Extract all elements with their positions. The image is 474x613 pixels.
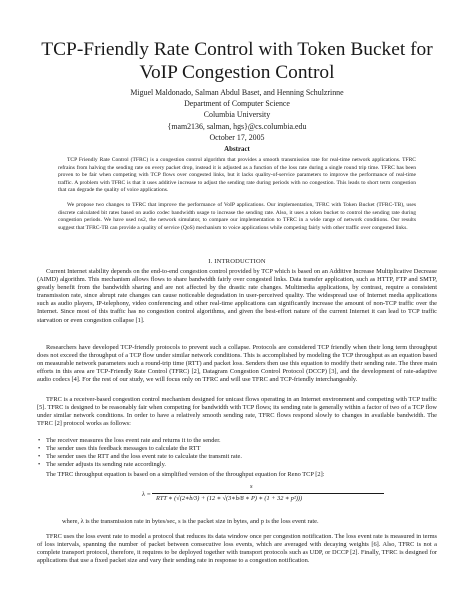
author-names: Miguel Maldonado, Salman Abdul Baset, and Henning Schulzrinne xyxy=(130,88,344,97)
bullet-icon: • xyxy=(38,445,41,453)
list-item: • The sender uses the RTT and the loss event rate to calculate the transmit rate. xyxy=(38,453,242,461)
section-heading-introduction: I. INTRODUCTION xyxy=(208,258,266,265)
fraction-bar xyxy=(152,493,384,494)
title-line-2: VoIP Congestion Control xyxy=(139,62,335,83)
paper-date: October 17, 2005 xyxy=(209,132,265,142)
author-block xyxy=(20,87,454,143)
intro-paragraph-1: Current Internet stability depends on the end-to-end congestion control provided by TCP which is based on an Additive Increase Multiplicative Decrease (AIMD) algorithm. This mechanism allows flows to share bandwidth fairly over congested links. Data transfer application, such as HTTP, FTP and SMTP, greatly benefit from the bandwidth sharing and are not affected by the drastic rate changes. Multimedia applications, by contrast, require a consistent transmission rate, since abrupt rate changes can cause noticeable degradation in user-perceived quality. The widespread use of Internet media applications such as audio players, IP-telephony, video conferencing and other real-time applications can significantly increase the amount of non-TCP traffic over the Internet. Since most of this traffic has no congestion control algorithms, and given the best-effort nature of the current Internet it can lead to TCP traffic starvation or even congestion collapse [1]. xyxy=(37,268,437,324)
protocol-steps-list xyxy=(37,437,437,469)
intro-paragraph-4: The TFRC throughput equation is based on a simplified version of the throughput equation for Reno TCP [2]: xyxy=(46,471,325,478)
bullet-icon: • xyxy=(38,437,41,444)
abstract-paragraph-2: We propose two changes to TFRC that improve the performance of VoIP applications. Our implementation, TFRC with Token Bucket (TFRC-TB), uses discrete calculated bit rates based on audio codec bandwidth usage to increase the sending rate. Also, it uses a token bucket to control the sending rate during congestion periods. We have used ns2, the network simulator, to compare our implementation to TFRC in a wide range of network conditions. Our results suggest that TFRC-TB can provide a quality of service (QoS) mechanism to voice applications while competing fairly with other traffic over congested links. xyxy=(58,202,416,231)
abstract-heading: Abstract xyxy=(224,146,250,153)
abstract-paragraph-1: TCP Friendly Rate Control (TFRC) is a congestion control algorithm that provides a smooth transmission rate for real-time network applications. TFRC refrains from halving the sending rate on every packet drop, instead it is adjusted as a function of the loss rate during a single round trip time. TFRC has been proven to be fair when competing with TCP flows over congested links, but it lacks quality-of-service parameters to improve the performance of real-time traffic. A problem with TFRC is that it uses additive increase to adjust the sending rate during periods with no congestion. This leads to short term congestion that can degrade the quality of voice applications. xyxy=(58,157,416,194)
equation-definitions: where, λ is the transmission rate in bytes/sec, s is the packet size in bytes, and p is the loss event rate. xyxy=(62,518,319,525)
title-line-1: TCP-Friendly Rate Control with Token Bucket for xyxy=(41,39,433,60)
list-item: • The sender uses this feedback messages to calculate the RTT xyxy=(38,445,201,453)
intro-paragraph-2: Researchers have developed TCP-friendly protocols to prevent such a collapse. Protocols are considered TCP friendly when their long term throughput does not exceed the throughput of a TCP flow under similar network conditions. This is accomplished by modeling the TCP throughput as an equation based on measurable network parameters such a round-trip time (RTT) and packet loss. Senders then use this equation to modify their sending rate. The three main efforts in this area are TCP-Friendly Rate Control (TFRC) [2], Datagram Congestion Control Protocol (DCCP) [3], and the development of rate-adaptive audio codecs [4]. For the rest of our study, we will focus only on TFRC and will use TFRC and TCP-friendly interchangeably. xyxy=(37,344,437,384)
author-university: Columbia University xyxy=(203,110,271,120)
bullet-icon: • xyxy=(38,461,41,469)
list-item: • The sender adjusts its sending rate accordingly. xyxy=(38,461,166,469)
equation-denominator: RTT ∗ (√(2∗b/3) + (12 ∗ √(3∗b/8 ∗ P) ∗ (1 + 32 ∗ p²))) xyxy=(156,495,303,502)
intro-paragraph-5: TFRC uses the loss event rate to model a protocol that reduces its data window once per congestion notification. The loss event rate is measured in terms of loss intervals, spanning the number of packet between consecutive loss events, which are averaged with decaying weights [6]. Also, TFRC is not a complete transport protocol, therefore, it requires to be deployed together with transport protocols such as UDP, or DCCP [2]. Finally, TFRC is designed for applications that use a fixed packet size and vary their sending rate in response to a congestion notification. xyxy=(37,533,437,565)
list-item: • The receiver measures the loss event rate and returns it to the sender. xyxy=(38,437,221,444)
intro-paragraph-3: TFRC is a receiver-based congestion control mechanism designed for unicast flows operating in an Internet environment and competing with TCP traffic [5]. TFRC is designed to be reasonably fair when competing for bandwidth with TCP flows; its sending rate is generally within a factor of two of a TCP flow under similar network conditions. In order to have a relatively smooth sending rate, TFRC flows respond slowly to changes in available bandwidth. The TFRC [2] protocol works as follows: xyxy=(37,396,437,428)
bullet-icon: • xyxy=(38,453,41,461)
author-department: Department of Computer Science xyxy=(184,99,290,109)
equation-lambda: λ = xyxy=(142,491,151,498)
equation-numerator: s xyxy=(250,483,253,490)
author-emails: {mam2136, salman, hgs}@cs.columbia.edu xyxy=(167,121,307,131)
throughput-equation xyxy=(130,483,390,507)
paper-title xyxy=(20,38,454,84)
